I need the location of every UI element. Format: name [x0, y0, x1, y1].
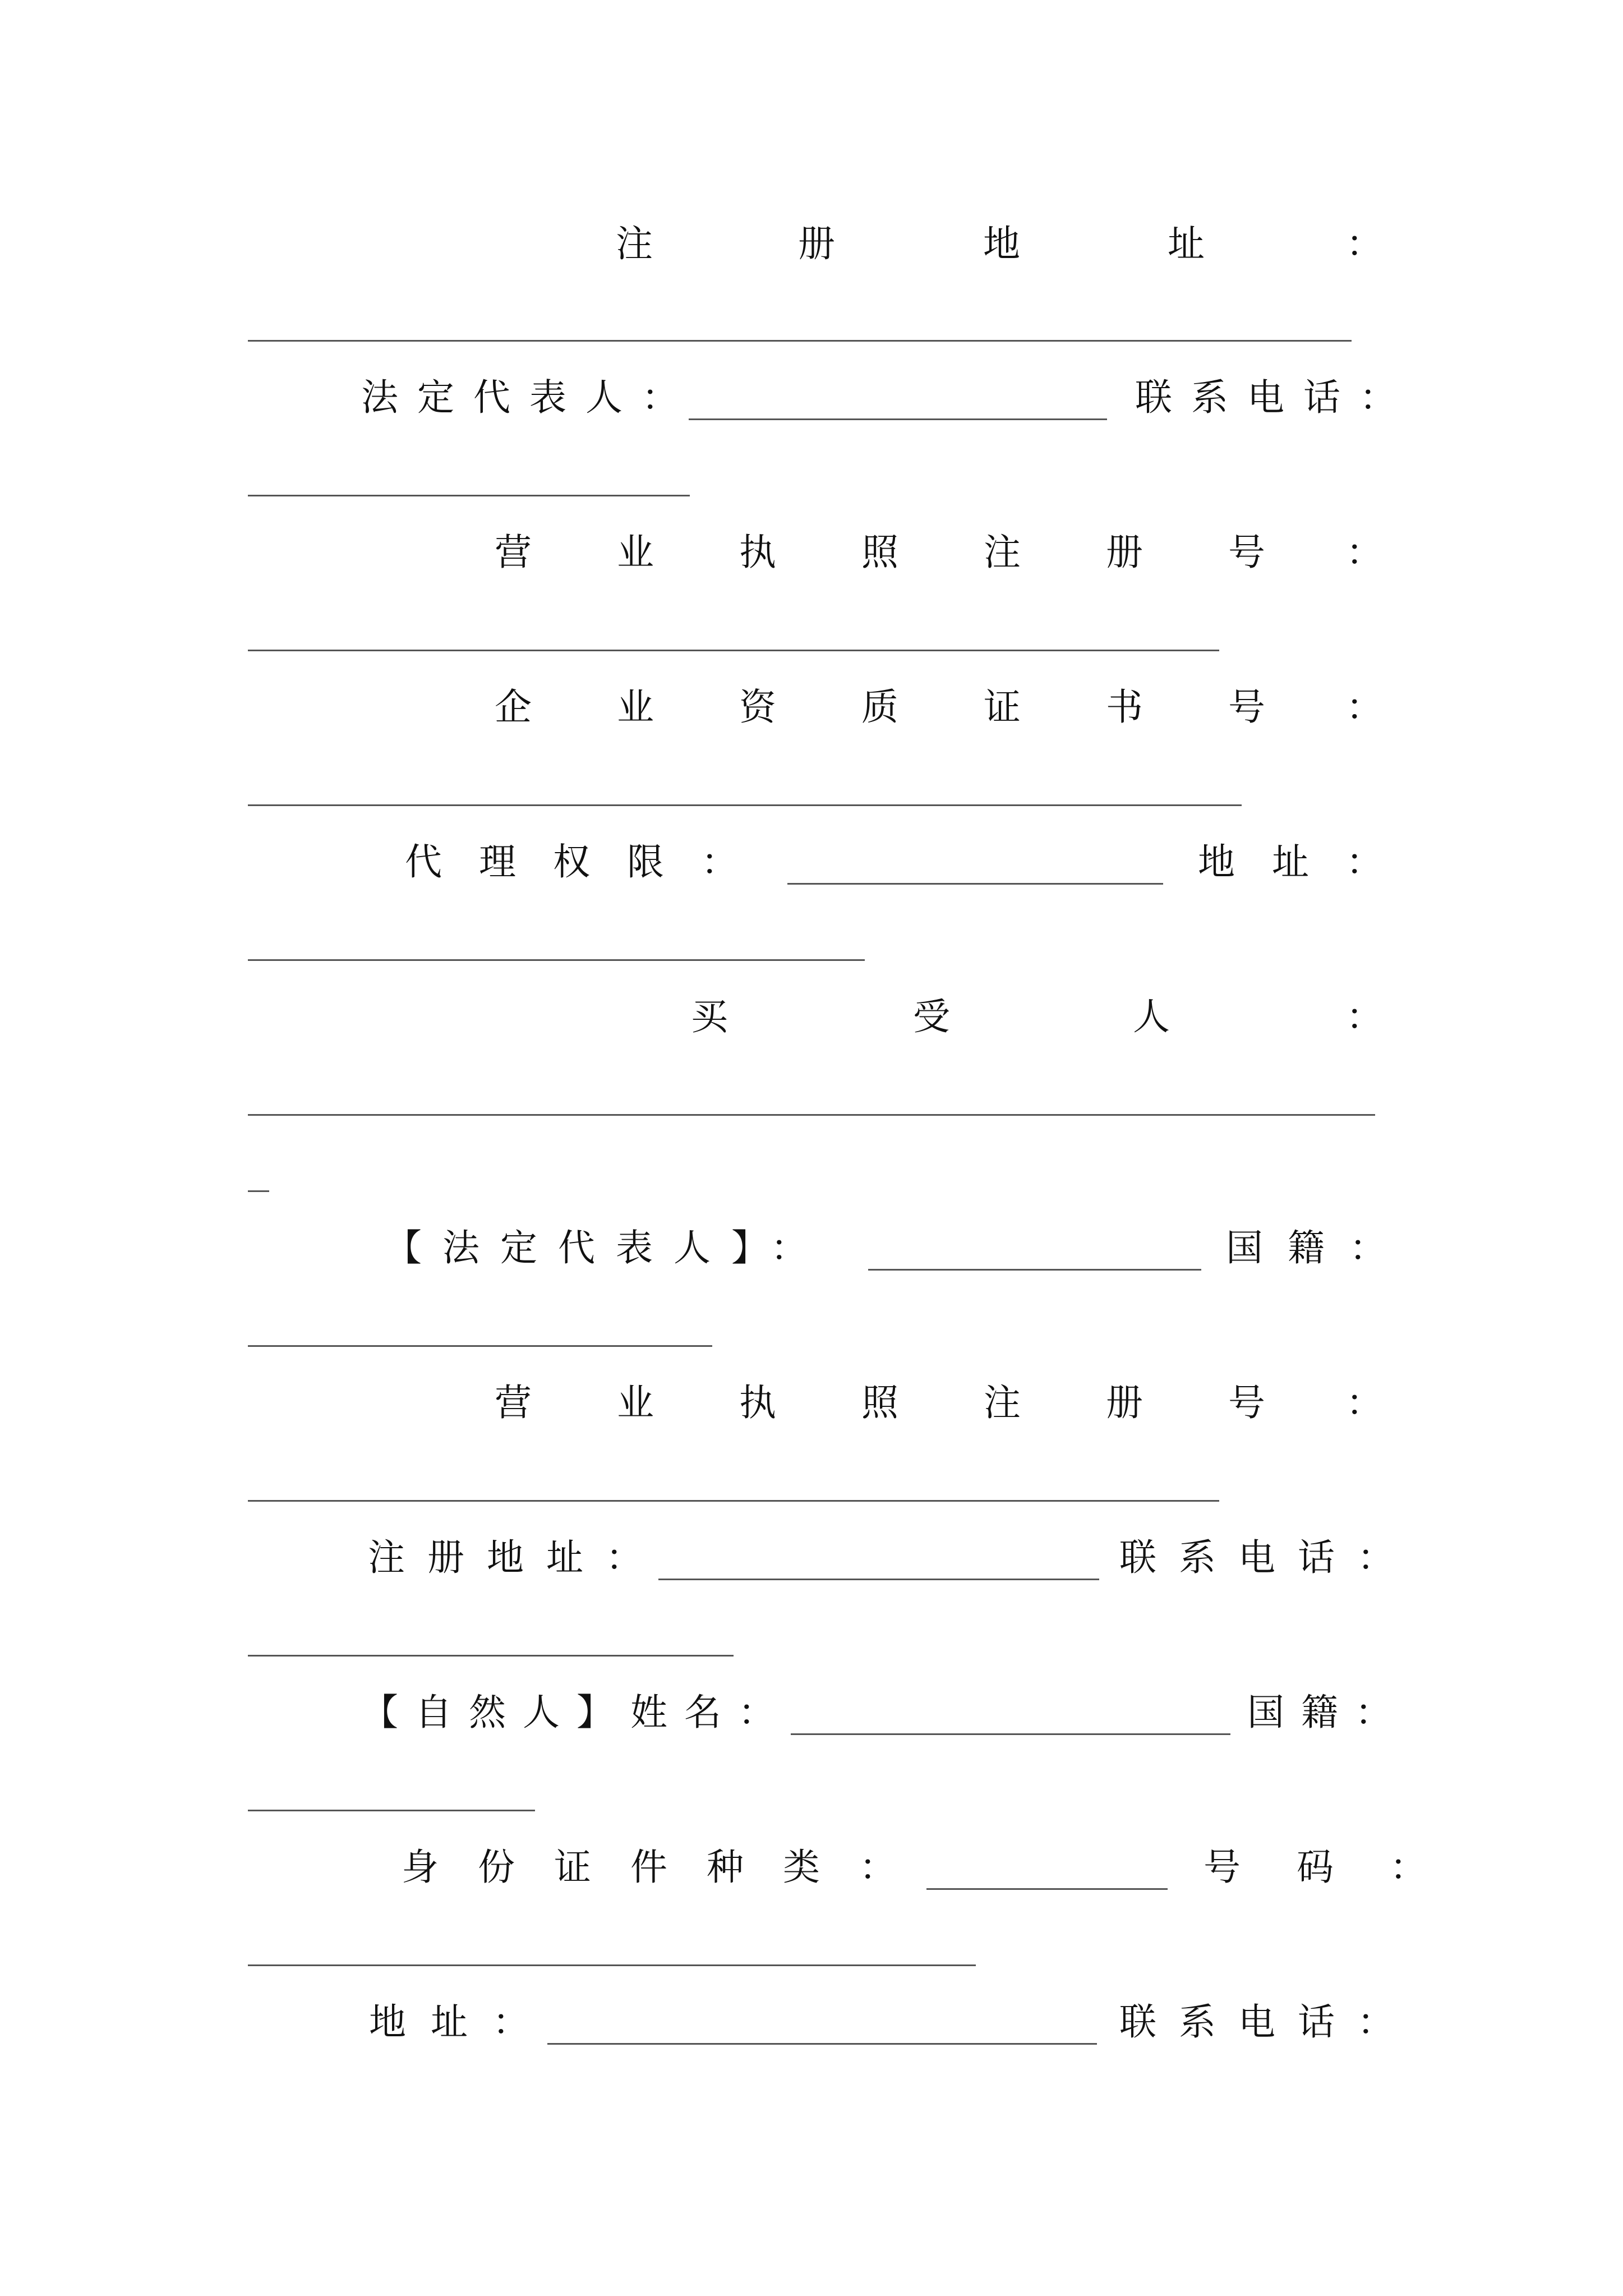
- seller-qualification-label-char: 企: [495, 685, 532, 729]
- id-type-label: 身份证件种类：: [402, 1846, 935, 1889]
- seller-agency-label: 代理权限：: [405, 840, 775, 884]
- buyer-license-label-char: 照: [861, 1381, 898, 1424]
- seller-qualification-colon: ：: [1346, 685, 1383, 729]
- buyer-reg-address-fill-line[interactable]: [658, 1579, 1099, 1580]
- seller-reg-address-label-char: 册: [798, 222, 835, 265]
- seller-reg-address-label-char: 址: [1168, 222, 1205, 265]
- natural-person-phone-label: 联系电话：: [1119, 2000, 1417, 2044]
- natural-person-name-label: 【自然人】姓名：: [361, 1691, 792, 1734]
- buyer-fill-line[interactable]: [248, 1114, 1375, 1116]
- seller-qualification-label-char: 质: [861, 685, 898, 729]
- buyer-license-label-char: 册: [1106, 1381, 1143, 1424]
- seller-reg-address-label-char: 注: [616, 222, 653, 265]
- buyer-colon: ：: [1346, 995, 1383, 1038]
- buyer-fill-line-continued[interactable]: [248, 1190, 269, 1192]
- buyer-nationality-label: 国籍：: [1226, 1226, 1411, 1269]
- seller-license-label-char: 照: [861, 531, 898, 574]
- natural-person-nationality-label: 国籍：: [1247, 1691, 1409, 1734]
- buyer-license-fill-line[interactable]: [248, 1500, 1219, 1502]
- seller-qualification-fill-line[interactable]: [248, 804, 1242, 806]
- buyer-legal-rep-label: 【法定代表人】：: [385, 1226, 828, 1269]
- natural-person-nationality-fill-line[interactable]: [248, 1810, 535, 1811]
- seller-license-fill-line[interactable]: [248, 650, 1219, 651]
- natural-person-name-fill-line[interactable]: [791, 1733, 1230, 1735]
- seller-address-label: 地址：: [1198, 840, 1420, 884]
- buyer-license-label-char: 执: [739, 1381, 776, 1424]
- buyer-license-label-char: 注: [984, 1381, 1021, 1424]
- seller-phone-label: 联系电话：: [1135, 376, 1415, 419]
- seller-license-label-char: 号: [1228, 531, 1265, 574]
- seller-legal-rep-label: 法定代表人：: [361, 376, 698, 419]
- id-number-fill-line[interactable]: [248, 1964, 976, 1966]
- seller-qualification-label-char: 资: [739, 685, 776, 729]
- seller-reg-address-fill-line[interactable]: [248, 340, 1352, 342]
- seller-qualification-label-char: 号: [1228, 685, 1265, 729]
- buyer-license-colon: ：: [1346, 1381, 1383, 1424]
- buyer-license-label-char: 号: [1228, 1381, 1265, 1424]
- seller-agency-fill-line[interactable]: [787, 883, 1163, 885]
- id-number-label: 号码：: [1204, 1846, 1483, 1889]
- seller-phone-fill-line[interactable]: [248, 495, 690, 496]
- seller-qualification-label-char: 业: [617, 685, 654, 729]
- seller-reg-address-label-char: 地: [983, 222, 1020, 265]
- buyer-nationality-fill-line[interactable]: [248, 1345, 712, 1347]
- seller-qualification-label-char: 证: [984, 685, 1021, 729]
- seller-license-label-char: 执: [739, 531, 776, 574]
- buyer-label-char: 受: [913, 995, 950, 1038]
- buyer-license-label-char: 营: [495, 1381, 532, 1424]
- seller-license-label-char: 业: [617, 531, 654, 574]
- natural-person-address-fill-line[interactable]: [547, 2043, 1097, 2045]
- seller-license-label-char: 注: [984, 531, 1021, 574]
- buyer-reg-address-label: 注册地址：: [368, 1536, 665, 1579]
- seller-license-label-char: 册: [1106, 531, 1143, 574]
- buyer-phone-label: 联系电话：: [1119, 1536, 1417, 1579]
- seller-reg-address-colon: ：: [1346, 222, 1383, 265]
- buyer-label-char: 人: [1133, 995, 1170, 1038]
- buyer-phone-fill-line[interactable]: [248, 1655, 734, 1657]
- natural-person-address-label: 地址：: [369, 2000, 554, 2044]
- buyer-label-char: 买: [691, 995, 728, 1038]
- buyer-legal-rep-fill-line[interactable]: [868, 1269, 1201, 1271]
- id-type-fill-line[interactable]: [926, 1888, 1168, 1890]
- seller-license-colon: ：: [1346, 531, 1383, 574]
- seller-address-fill-line[interactable]: [248, 959, 865, 961]
- seller-qualification-label-char: 书: [1106, 685, 1143, 729]
- seller-license-label-char: 营: [495, 531, 532, 574]
- buyer-license-label-char: 业: [617, 1381, 654, 1424]
- seller-legal-rep-fill-line[interactable]: [689, 418, 1107, 420]
